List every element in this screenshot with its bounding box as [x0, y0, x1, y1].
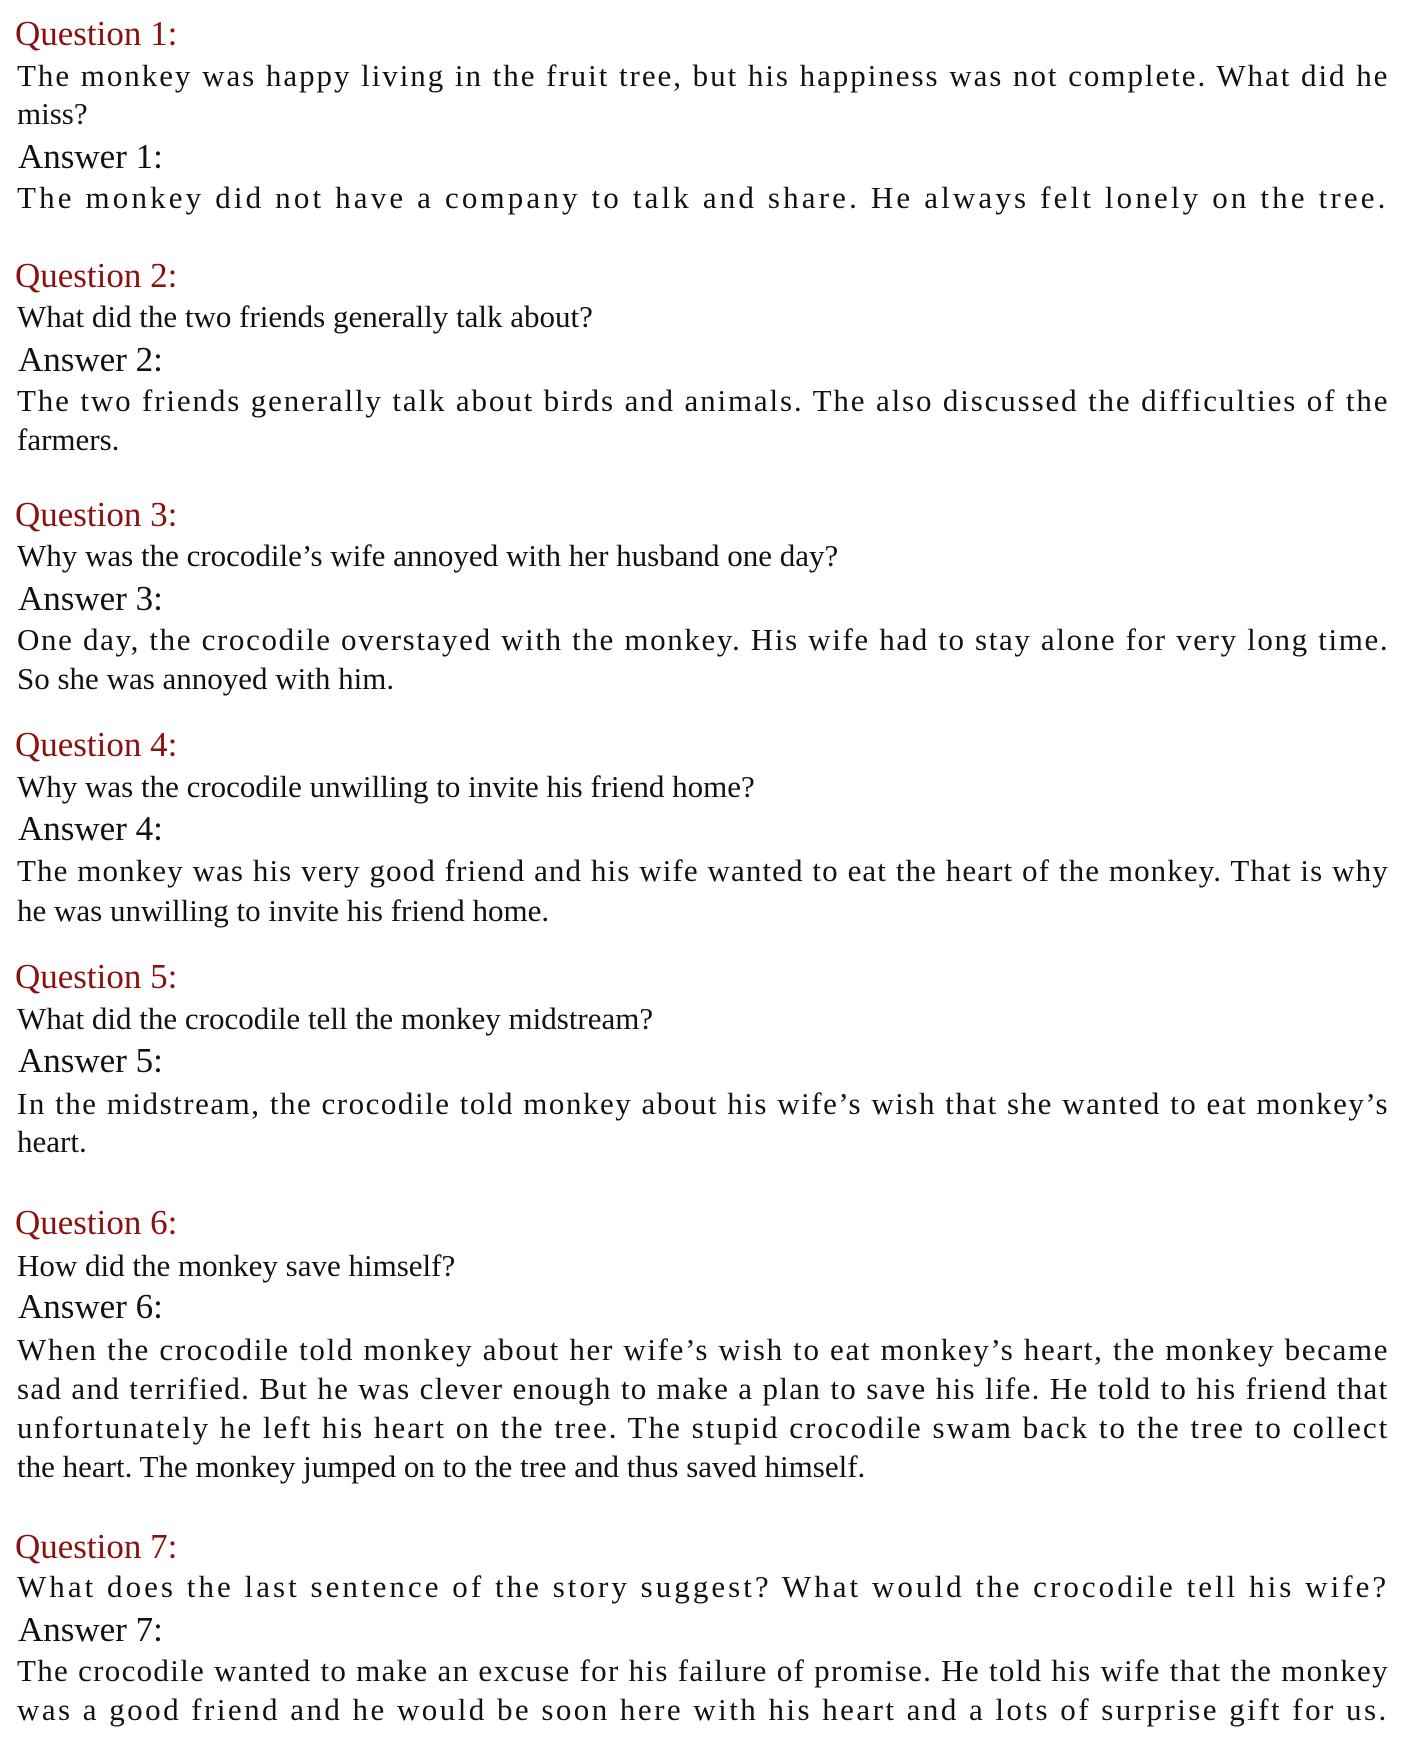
answer-text: farmers.	[17, 422, 120, 457]
answer-text: The crocodile wanted to make an excuse for his failure of promise. He told his wife that the monkey	[17, 1653, 1389, 1688]
question-heading: Question 6:	[15, 1203, 178, 1242]
question-heading: Question 2:	[15, 256, 178, 295]
answer-heading: Answer 3:	[18, 579, 163, 618]
question-text: Why was the crocodile unwilling to invite his friend home?	[17, 769, 755, 804]
answer-text: sad and terrified. But he was clever enough to make a plan to save his life. He told to his friend that	[17, 1371, 1389, 1406]
answer-text: One day, the crocodile overstayed with the monkey. His wife had to stay alone for very long time.	[17, 622, 1390, 657]
answer-text: was a good friend and he would be soon here with his heart and a lots of surprise gift for us.	[17, 1692, 1389, 1727]
question-text: The monkey was happy living in the fruit tree, but his happiness was not complete. What did he	[17, 58, 1390, 93]
answer-text: When the crocodile told monkey about her wife’s wish to eat monkey’s heart, the monkey became	[17, 1332, 1390, 1367]
answer-text: The monkey did not have a company to talk and share. He always felt lonely on the tree.	[17, 180, 1389, 215]
answer-heading: Answer 4:	[18, 809, 163, 848]
answer-text: he was unwilling to invite his friend home.	[17, 893, 550, 928]
answer-text: the heart. The monkey jumped on to the tree and thus saved himself.	[17, 1449, 866, 1484]
question-text: Why was the crocodile’s wife annoyed with her husband one day?	[17, 538, 839, 573]
answer-text: The monkey was his very good friend and his wife wanted to eat the heart of the monkey. That is why	[17, 853, 1389, 888]
question-heading: Question 4:	[15, 725, 178, 764]
answer-text: heart.	[17, 1124, 87, 1159]
question-text: How did the monkey save himself?	[17, 1248, 456, 1283]
answer-heading: Answer 5:	[18, 1041, 163, 1080]
question-text: miss?	[17, 96, 88, 131]
answer-heading: Answer 1:	[18, 137, 163, 176]
answer-text: In the midstream, the crocodile told monkey about his wife’s wish that she wanted to eat monkey’s	[17, 1086, 1390, 1121]
question-heading: Question 3:	[15, 495, 178, 534]
question-text: What did the crocodile tell the monkey midstream?	[17, 1001, 654, 1036]
answer-heading: Answer 7:	[18, 1610, 163, 1649]
question-heading: Question 1:	[15, 14, 178, 53]
question-text: What does the last sentence of the story suggest? What would the crocodile tell his wife?	[17, 1569, 1390, 1604]
answer-text: The two friends generally talk about birds and animals. The also discussed the difficulties of the	[17, 383, 1390, 418]
question-heading: Question 7:	[15, 1527, 178, 1566]
answer-heading: Answer 2:	[18, 340, 163, 379]
answer-text: unfortunately he left his heart on the tree. The stupid crocodile swam back to the tree to collect	[17, 1410, 1390, 1445]
answer-heading: Answer 6:	[18, 1287, 163, 1326]
question-heading: Question 5:	[15, 957, 178, 996]
answer-text: So she was annoyed with him.	[17, 661, 395, 696]
question-text: What did the two friends generally talk about?	[17, 299, 593, 334]
